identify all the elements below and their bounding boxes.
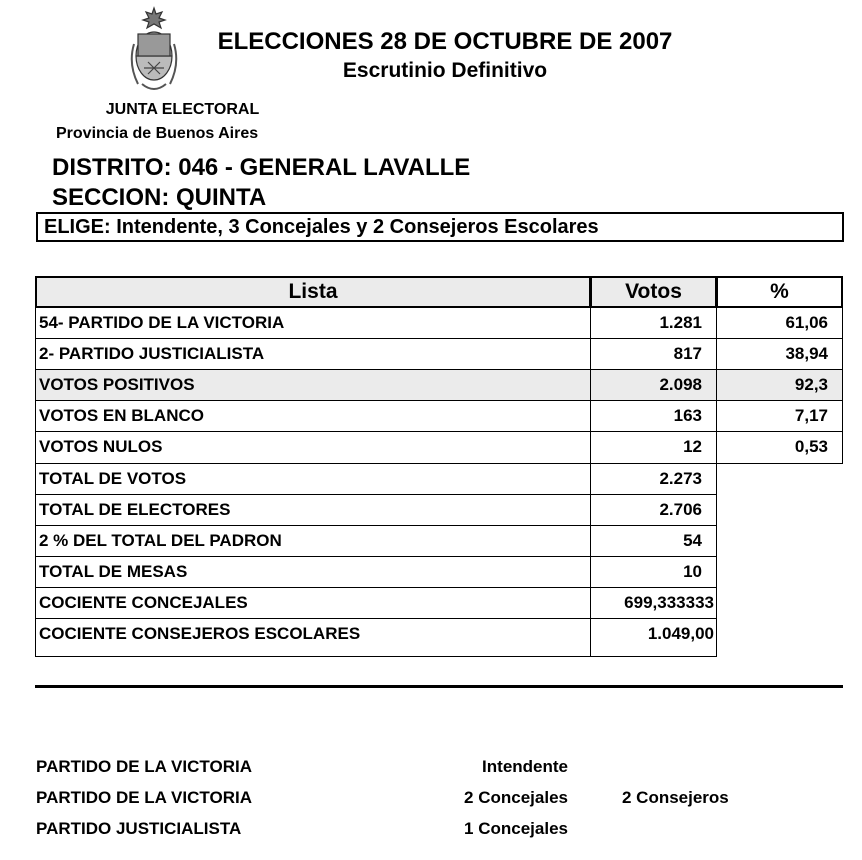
table-row-votos: 2.098	[590, 369, 717, 401]
result-cargo: Intendente	[482, 757, 568, 776]
table-row-lista: TOTAL DE VOTOS	[35, 463, 591, 495]
table-row-lista: TOTAL DE MESAS	[35, 556, 591, 588]
table-row-votos: 699,333333	[590, 587, 717, 619]
page-title: ELECCIONES 28 DE OCTUBRE DE 2007	[217, 28, 673, 55]
table-row-lista: COCIENTE CONSEJEROS ESCOLARES	[35, 618, 591, 657]
table-row-pct: 61,06	[716, 307, 843, 339]
table-row-lista: VOTOS POSITIVOS	[35, 369, 591, 401]
result-consejeros: 2 Consejeros	[622, 788, 729, 807]
column-header-lista: Lista	[35, 276, 591, 308]
section-divider	[35, 685, 843, 688]
table-row-votos: 12	[590, 431, 717, 464]
table-row-lista: VOTOS NULOS	[35, 431, 591, 464]
result-cargo: 2 Concejales	[464, 788, 568, 807]
column-header-votos: Votos	[590, 276, 717, 308]
table-row-votos: 2.273	[590, 463, 717, 495]
result-party: PARTIDO JUSTICIALISTA	[36, 819, 242, 838]
table-row-votos: 54	[590, 525, 717, 557]
table-row-pct: 92,3	[716, 369, 843, 401]
table-row-lista: 54- PARTIDO DE LA VICTORIA	[35, 307, 591, 339]
result-party: PARTIDO DE LA VICTORIA	[36, 757, 252, 776]
table-row-votos: 817	[590, 338, 717, 370]
table-row-lista: VOTOS EN BLANCO	[35, 400, 591, 432]
seccion-heading: SECCION: QUINTA	[52, 184, 267, 211]
table-row-lista: TOTAL DE ELECTORES	[35, 494, 591, 526]
table-row-votos: 10	[590, 556, 717, 588]
table-row-votos: 2.706	[590, 494, 717, 526]
table-row-votos: 1.049,00	[590, 618, 717, 657]
distrito-heading: DISTRITO: 046 - GENERAL LAVALLE	[52, 154, 471, 181]
table-row-lista: 2 % DEL TOTAL DEL PADRON	[35, 525, 591, 557]
result-cargo: 1 Concejales	[464, 819, 568, 838]
elige-banner: ELIGE: Intendente, 3 Concejales y 2 Consejeros Escolares	[36, 212, 844, 242]
organization-label: Provincia de Buenos Aires	[56, 125, 259, 142]
column-header-pct: %	[716, 276, 843, 308]
table-row-votos: 163	[590, 400, 717, 432]
table-row-pct: 0,53	[716, 431, 843, 464]
table-row-pct: 7,17	[716, 400, 843, 432]
table-row-pct: 38,94	[716, 338, 843, 370]
result-party: PARTIDO DE LA VICTORIA	[36, 788, 252, 807]
provincial-seal-icon	[128, 4, 180, 96]
table-row-lista: COCIENTE CONCEJALES	[35, 587, 591, 619]
table-row-lista: 2- PARTIDO JUSTICIALISTA	[35, 338, 591, 370]
junta-label: JUNTA ELECTORAL	[105, 101, 260, 118]
table-row-votos: 1.281	[590, 307, 717, 339]
page-subtitle: Escrutinio Definitivo	[342, 59, 548, 82]
